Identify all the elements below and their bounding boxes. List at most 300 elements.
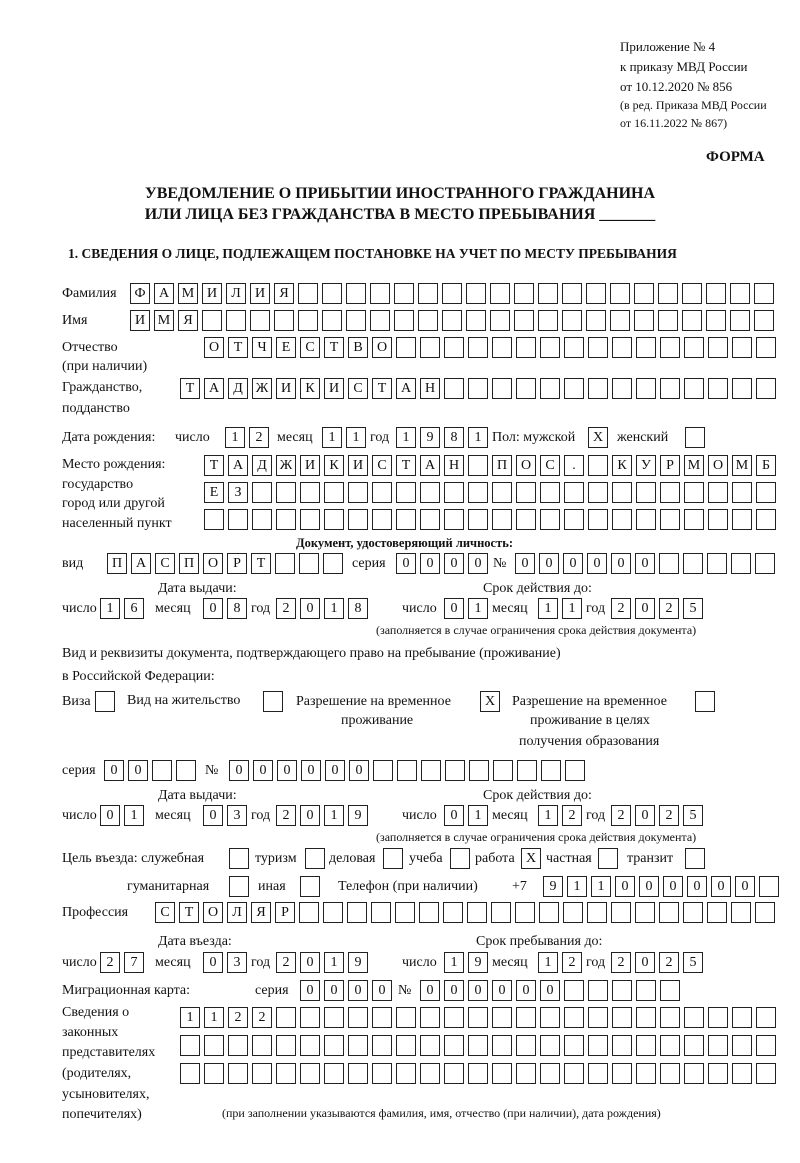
char-box[interactable] — [612, 1063, 632, 1084]
surname-field[interactable] — [130, 283, 774, 304]
stay-valid-year-field[interactable] — [611, 805, 703, 826]
char-box[interactable] — [684, 1063, 704, 1084]
char-box[interactable]: 6 — [124, 598, 144, 619]
char-box[interactable]: 0 — [300, 980, 320, 1001]
char-box[interactable]: 2 — [100, 952, 120, 973]
char-box[interactable] — [250, 310, 270, 331]
char-box[interactable] — [492, 1063, 512, 1084]
char-box[interactable]: 0 — [516, 980, 536, 1001]
char-box[interactable] — [541, 760, 561, 781]
char-box[interactable] — [598, 848, 618, 869]
char-box[interactable]: 0 — [349, 760, 369, 781]
dob-day-field[interactable] — [225, 427, 269, 448]
char-box[interactable]: И — [250, 283, 270, 304]
char-box[interactable] — [372, 482, 392, 503]
char-box[interactable]: 0 — [563, 553, 583, 574]
char-box[interactable] — [636, 1007, 656, 1028]
representatives-field-line1[interactable] — [180, 1007, 776, 1028]
char-box[interactable] — [707, 902, 727, 923]
char-box[interactable] — [660, 980, 680, 1001]
char-box[interactable] — [324, 1035, 344, 1056]
stay-valid-month-field[interactable] — [538, 805, 582, 826]
char-box[interactable] — [371, 902, 391, 923]
char-box[interactable]: Л — [226, 283, 246, 304]
char-box[interactable]: 1 — [124, 805, 144, 826]
char-box[interactable]: 7 — [124, 952, 144, 973]
char-box[interactable] — [684, 337, 704, 358]
char-box[interactable] — [634, 283, 654, 304]
char-box[interactable]: 0 — [301, 760, 321, 781]
char-box[interactable]: X — [588, 427, 608, 448]
char-box[interactable]: 0 — [348, 980, 368, 1001]
char-box[interactable]: 0 — [468, 553, 488, 574]
char-box[interactable] — [588, 482, 608, 503]
char-box[interactable]: М — [154, 310, 174, 331]
char-box[interactable]: Ж — [276, 455, 296, 476]
char-box[interactable] — [305, 848, 325, 869]
char-box[interactable]: 0 — [615, 876, 635, 897]
residence-permit-checkbox[interactable] — [263, 691, 283, 712]
char-box[interactable]: 9 — [348, 805, 368, 826]
char-box[interactable] — [756, 509, 776, 530]
sex-male-checkbox[interactable] — [588, 427, 608, 448]
char-box[interactable] — [372, 509, 392, 530]
char-box[interactable]: 9 — [468, 952, 488, 973]
char-box[interactable]: О — [203, 553, 223, 574]
id-issue-year-field[interactable] — [276, 598, 368, 619]
char-box[interactable] — [300, 876, 320, 897]
char-box[interactable] — [730, 283, 750, 304]
char-box[interactable]: С — [155, 902, 175, 923]
char-box[interactable]: 1 — [538, 952, 558, 973]
char-box[interactable]: 2 — [249, 427, 269, 448]
char-box[interactable]: 1 — [468, 805, 488, 826]
char-box[interactable] — [348, 1035, 368, 1056]
char-box[interactable] — [634, 310, 654, 331]
char-box[interactable] — [516, 337, 536, 358]
char-box[interactable] — [708, 337, 728, 358]
char-box[interactable]: 1 — [444, 952, 464, 973]
char-box[interactable] — [538, 283, 558, 304]
char-box[interactable] — [538, 310, 558, 331]
char-box[interactable] — [660, 1007, 680, 1028]
char-box[interactable] — [492, 1007, 512, 1028]
char-box[interactable] — [252, 1063, 272, 1084]
profession-field[interactable] — [155, 902, 775, 923]
char-box[interactable]: 0 — [253, 760, 273, 781]
char-box[interactable] — [394, 310, 414, 331]
char-box[interactable]: 2 — [276, 805, 296, 826]
char-box[interactable]: И — [130, 310, 150, 331]
char-box[interactable]: 0 — [539, 553, 559, 574]
char-box[interactable] — [228, 1035, 248, 1056]
char-box[interactable] — [636, 482, 656, 503]
char-box[interactable] — [468, 1035, 488, 1056]
char-box[interactable] — [300, 1063, 320, 1084]
char-box[interactable] — [370, 310, 390, 331]
char-box[interactable]: 5 — [683, 952, 703, 973]
char-box[interactable]: А — [228, 455, 248, 476]
char-box[interactable] — [396, 1035, 416, 1056]
char-box[interactable] — [612, 337, 632, 358]
char-box[interactable] — [228, 509, 248, 530]
char-box[interactable] — [564, 1035, 584, 1056]
char-box[interactable] — [732, 482, 752, 503]
char-box[interactable] — [612, 980, 632, 1001]
char-box[interactable] — [263, 691, 283, 712]
char-box[interactable]: 1 — [346, 427, 366, 448]
char-box[interactable] — [754, 310, 774, 331]
char-box[interactable]: А — [131, 553, 151, 574]
char-box[interactable] — [588, 455, 608, 476]
char-box[interactable]: В — [348, 337, 368, 358]
char-box[interactable] — [759, 876, 779, 897]
birthplace-field-line3[interactable] — [204, 509, 776, 530]
char-box[interactable] — [395, 902, 415, 923]
purpose-official-checkbox[interactable] — [229, 848, 249, 869]
char-box[interactable]: 5 — [683, 805, 703, 826]
id-kind-field[interactable] — [107, 553, 343, 574]
char-box[interactable] — [176, 760, 196, 781]
char-box[interactable] — [492, 378, 512, 399]
char-box[interactable] — [324, 509, 344, 530]
char-box[interactable]: 0 — [229, 760, 249, 781]
char-box[interactable] — [516, 378, 536, 399]
sex-female-checkbox[interactable] — [685, 427, 705, 448]
char-box[interactable] — [588, 1007, 608, 1028]
char-box[interactable]: 0 — [663, 876, 683, 897]
char-box[interactable] — [564, 509, 584, 530]
char-box[interactable] — [660, 482, 680, 503]
char-box[interactable]: 0 — [300, 598, 320, 619]
char-box[interactable]: 0 — [372, 980, 392, 1001]
char-box[interactable] — [300, 509, 320, 530]
char-box[interactable]: 1 — [567, 876, 587, 897]
char-box[interactable] — [756, 1035, 776, 1056]
char-box[interactable] — [540, 509, 560, 530]
char-box[interactable] — [636, 337, 656, 358]
char-box[interactable]: О — [204, 337, 224, 358]
char-box[interactable] — [515, 902, 535, 923]
char-box[interactable] — [635, 902, 655, 923]
char-box[interactable]: 2 — [276, 952, 296, 973]
char-box[interactable]: 1 — [591, 876, 611, 897]
char-box[interactable]: И — [276, 378, 296, 399]
char-box[interactable]: С — [540, 455, 560, 476]
char-box[interactable] — [731, 553, 751, 574]
purpose-other-checkbox[interactable] — [300, 876, 320, 897]
char-box[interactable] — [444, 509, 464, 530]
char-box[interactable] — [756, 1007, 776, 1028]
char-box[interactable] — [152, 760, 172, 781]
char-box[interactable] — [252, 1035, 272, 1056]
purpose-tourism-checkbox[interactable] — [305, 848, 325, 869]
char-box[interactable]: 1 — [468, 598, 488, 619]
phone-field[interactable] — [543, 876, 779, 897]
char-box[interactable] — [732, 509, 752, 530]
char-box[interactable]: 0 — [444, 598, 464, 619]
char-box[interactable] — [348, 482, 368, 503]
id-valid-year-field[interactable] — [611, 598, 703, 619]
char-box[interactable] — [468, 509, 488, 530]
char-box[interactable]: П — [179, 553, 199, 574]
char-box[interactable] — [396, 509, 416, 530]
char-box[interactable]: Е — [204, 482, 224, 503]
char-box[interactable] — [298, 283, 318, 304]
char-box[interactable] — [708, 378, 728, 399]
char-box[interactable] — [562, 283, 582, 304]
patronymic-field[interactable] — [204, 337, 776, 358]
char-box[interactable]: С — [348, 378, 368, 399]
char-box[interactable]: К — [324, 455, 344, 476]
char-box[interactable]: 0 — [492, 980, 512, 1001]
char-box[interactable] — [708, 509, 728, 530]
char-box[interactable]: Т — [204, 455, 224, 476]
stay-issue-year-field[interactable] — [276, 805, 368, 826]
char-box[interactable] — [564, 378, 584, 399]
char-box[interactable]: Я — [251, 902, 271, 923]
char-box[interactable] — [658, 310, 678, 331]
char-box[interactable]: 0 — [100, 805, 120, 826]
id-series-field[interactable] — [396, 553, 488, 574]
name-field[interactable] — [130, 310, 774, 331]
char-box[interactable] — [95, 691, 115, 712]
char-box[interactable] — [684, 1007, 704, 1028]
char-box[interactable]: З — [228, 482, 248, 503]
char-box[interactable]: А — [396, 378, 416, 399]
char-box[interactable]: У — [636, 455, 656, 476]
dob-month-field[interactable] — [322, 427, 366, 448]
char-box[interactable]: 0 — [587, 553, 607, 574]
char-box[interactable]: 2 — [659, 598, 679, 619]
char-box[interactable] — [588, 378, 608, 399]
char-box[interactable]: Т — [228, 337, 248, 358]
char-box[interactable]: 2 — [611, 598, 631, 619]
char-box[interactable] — [517, 760, 537, 781]
char-box[interactable]: И — [300, 455, 320, 476]
char-box[interactable]: 1 — [538, 805, 558, 826]
char-box[interactable] — [322, 283, 342, 304]
char-box[interactable] — [274, 310, 294, 331]
char-box[interactable]: К — [300, 378, 320, 399]
char-box[interactable] — [732, 1063, 752, 1084]
char-box[interactable] — [370, 283, 390, 304]
char-box[interactable] — [372, 1007, 392, 1028]
char-box[interactable] — [421, 760, 441, 781]
char-box[interactable]: 1 — [204, 1007, 224, 1028]
char-box[interactable]: Т — [324, 337, 344, 358]
char-box[interactable]: 8 — [227, 598, 247, 619]
purpose-study-checkbox[interactable] — [450, 848, 470, 869]
char-box[interactable] — [466, 283, 486, 304]
char-box[interactable] — [419, 902, 439, 923]
char-box[interactable] — [540, 1063, 560, 1084]
char-box[interactable] — [514, 283, 534, 304]
char-box[interactable] — [612, 1035, 632, 1056]
char-box[interactable] — [563, 902, 583, 923]
char-box[interactable] — [276, 482, 296, 503]
char-box[interactable] — [588, 337, 608, 358]
char-box[interactable] — [612, 482, 632, 503]
char-box[interactable]: 0 — [540, 980, 560, 1001]
char-box[interactable] — [276, 509, 296, 530]
char-box[interactable]: 1 — [396, 427, 416, 448]
char-box[interactable]: 1 — [562, 598, 582, 619]
char-box[interactable] — [588, 509, 608, 530]
char-box[interactable]: 2 — [562, 952, 582, 973]
char-box[interactable]: И — [324, 378, 344, 399]
char-box[interactable] — [276, 1063, 296, 1084]
stay-issue-day-field[interactable] — [100, 805, 144, 826]
purpose-work-checkbox[interactable] — [521, 848, 541, 869]
char-box[interactable] — [397, 760, 417, 781]
char-box[interactable]: 2 — [252, 1007, 272, 1028]
char-box[interactable]: Т — [180, 378, 200, 399]
char-box[interactable]: 1 — [180, 1007, 200, 1028]
char-box[interactable]: И — [348, 455, 368, 476]
char-box[interactable]: Т — [396, 455, 416, 476]
char-box[interactable]: 2 — [659, 952, 679, 973]
char-box[interactable] — [708, 1063, 728, 1084]
char-box[interactable]: 5 — [683, 598, 703, 619]
purpose-business-checkbox[interactable] — [383, 848, 403, 869]
char-box[interactable]: Д — [228, 378, 248, 399]
dob-year-field[interactable] — [396, 427, 488, 448]
birthplace-field-line1[interactable] — [204, 455, 776, 476]
char-box[interactable] — [562, 310, 582, 331]
char-box[interactable] — [636, 1063, 656, 1084]
char-box[interactable]: 1 — [538, 598, 558, 619]
stay-until-day-field[interactable] — [444, 952, 488, 973]
char-box[interactable] — [516, 1007, 536, 1028]
char-box[interactable] — [755, 902, 775, 923]
char-box[interactable]: 8 — [444, 427, 464, 448]
char-box[interactable] — [300, 482, 320, 503]
id-issue-month-field[interactable] — [203, 598, 247, 619]
char-box[interactable] — [516, 509, 536, 530]
char-box[interactable] — [442, 283, 462, 304]
char-box[interactable] — [420, 509, 440, 530]
char-box[interactable]: 0 — [420, 980, 440, 1001]
char-box[interactable] — [707, 553, 727, 574]
char-box[interactable]: Н — [444, 455, 464, 476]
char-box[interactable] — [732, 378, 752, 399]
char-box[interactable]: Е — [276, 337, 296, 358]
char-box[interactable] — [418, 310, 438, 331]
char-box[interactable]: М — [178, 283, 198, 304]
char-box[interactable] — [588, 1035, 608, 1056]
char-box[interactable] — [444, 1035, 464, 1056]
char-box[interactable] — [299, 902, 319, 923]
char-box[interactable] — [204, 1035, 224, 1056]
char-box[interactable]: 2 — [611, 952, 631, 973]
char-box[interactable] — [226, 310, 246, 331]
char-box[interactable] — [468, 1007, 488, 1028]
char-box[interactable] — [684, 482, 704, 503]
char-box[interactable]: С — [155, 553, 175, 574]
citizenship-field[interactable] — [180, 378, 776, 399]
char-box[interactable]: 0 — [639, 876, 659, 897]
char-box[interactable] — [466, 310, 486, 331]
char-box[interactable]: 0 — [635, 598, 655, 619]
char-box[interactable] — [685, 848, 705, 869]
temporary-residence-checkbox[interactable] — [480, 691, 500, 712]
char-box[interactable] — [659, 553, 679, 574]
visa-checkbox[interactable] — [95, 691, 115, 712]
char-box[interactable] — [684, 509, 704, 530]
char-box[interactable] — [684, 378, 704, 399]
char-box[interactable] — [708, 1007, 728, 1028]
char-box[interactable] — [396, 1007, 416, 1028]
char-box[interactable]: М — [732, 455, 752, 476]
char-box[interactable]: А — [204, 378, 224, 399]
char-box[interactable] — [491, 902, 511, 923]
purpose-transit-checkbox[interactable] — [685, 848, 705, 869]
char-box[interactable] — [756, 337, 776, 358]
char-box[interactable] — [756, 378, 776, 399]
char-box[interactable] — [564, 1007, 584, 1028]
char-box[interactable]: 0 — [635, 952, 655, 973]
char-box[interactable] — [450, 848, 470, 869]
char-box[interactable] — [394, 283, 414, 304]
char-box[interactable] — [490, 283, 510, 304]
temporary-residence-education-checkbox[interactable] — [695, 691, 715, 712]
char-box[interactable] — [682, 310, 702, 331]
char-box[interactable] — [492, 509, 512, 530]
char-box[interactable] — [565, 760, 585, 781]
char-box[interactable]: Ф — [130, 283, 150, 304]
char-box[interactable] — [348, 1063, 368, 1084]
char-box[interactable] — [539, 902, 559, 923]
char-box[interactable] — [420, 337, 440, 358]
char-box[interactable] — [660, 1063, 680, 1084]
char-box[interactable]: А — [420, 455, 440, 476]
char-box[interactable]: 9 — [543, 876, 563, 897]
char-box[interactable] — [229, 848, 249, 869]
char-box[interactable]: П — [107, 553, 127, 574]
purpose-humanitarian-checkbox[interactable] — [229, 876, 249, 897]
char-box[interactable]: Л — [227, 902, 247, 923]
char-box[interactable]: Ж — [252, 378, 272, 399]
char-box[interactable] — [346, 310, 366, 331]
char-box[interactable]: О — [516, 455, 536, 476]
char-box[interactable]: 0 — [468, 980, 488, 1001]
char-box[interactable] — [252, 482, 272, 503]
char-box[interactable] — [322, 310, 342, 331]
char-box[interactable] — [469, 760, 489, 781]
char-box[interactable]: . — [564, 455, 584, 476]
char-box[interactable] — [204, 1063, 224, 1084]
char-box[interactable] — [490, 310, 510, 331]
char-box[interactable]: Т — [251, 553, 271, 574]
char-box[interactable]: 0 — [635, 805, 655, 826]
char-box[interactable] — [516, 1063, 536, 1084]
char-box[interactable] — [323, 902, 343, 923]
char-box[interactable] — [540, 1035, 560, 1056]
char-box[interactable] — [396, 337, 416, 358]
char-box[interactable] — [324, 1063, 344, 1084]
char-box[interactable] — [732, 1007, 752, 1028]
char-box[interactable] — [730, 310, 750, 331]
char-box[interactable] — [204, 509, 224, 530]
char-box[interactable]: 0 — [104, 760, 124, 781]
char-box[interactable]: 2 — [611, 805, 631, 826]
char-box[interactable] — [684, 1035, 704, 1056]
char-box[interactable] — [683, 553, 703, 574]
char-box[interactable] — [300, 1035, 320, 1056]
char-box[interactable]: 0 — [396, 553, 416, 574]
id-valid-month-field[interactable] — [538, 598, 582, 619]
